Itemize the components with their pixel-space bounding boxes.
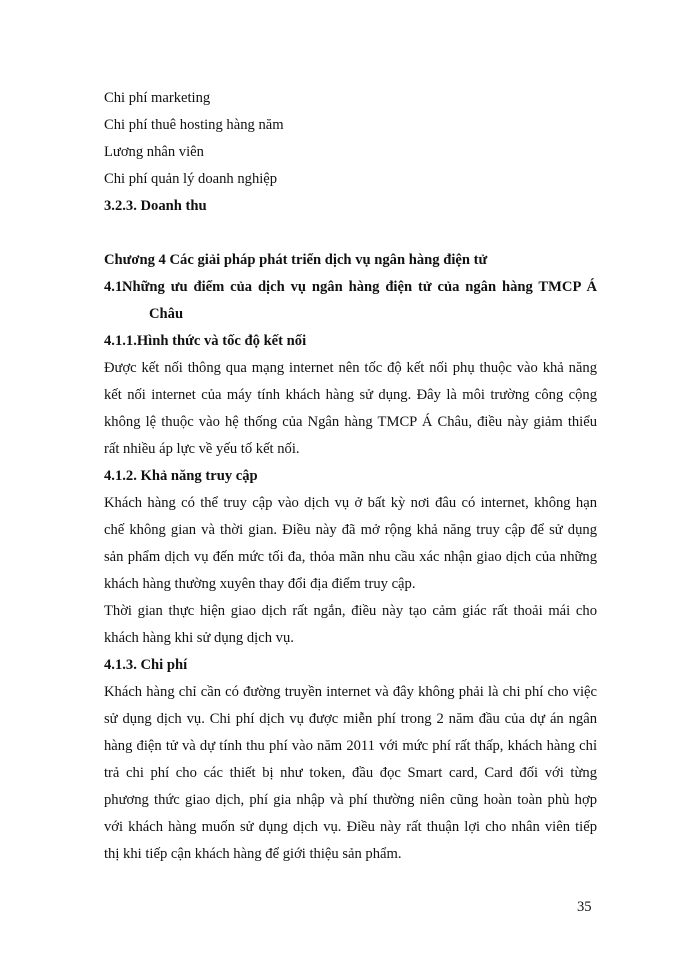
section-heading-4-1-3: 4.1.3. Chi phí [104,657,188,673]
cost-item-salary: Lương nhân viên [104,144,204,160]
section-heading-4-1-2: 4.1.2. Khả năng truy cập [104,468,258,484]
chapter-heading: Chương 4 Các giải pháp phát triển dịch vụ ngân hàng điện tử [104,252,488,268]
paragraph-line: không lệ thuộc vào hệ thống của Ngân hàng TMCP Á Châu, điều này giảm thiểu [104,414,597,430]
section-heading-4-1-1: 4.1.1.Hình thức và tốc độ kết nối [104,333,307,349]
paragraph-line: khách hàng khi sử dụng dịch vụ. [104,630,294,646]
paragraph-line: hàng điện tử và dự tính thu phí vào năm 2011 với mức phí rất thấp, khách hàng chỉ [104,738,597,754]
section-heading-4-1-line2: Châu [149,306,184,322]
paragraph-line: Khách hàng có thể truy cập vào dịch vụ ở bất kỳ nơi đâu có internet, không hạn [104,495,597,511]
paragraph-line: Được kết nối thông qua mạng internet nên tốc độ kết nối phụ thuộc vào khả năng [104,360,597,376]
paragraph-line: Khách hàng chỉ cần có đường truyền internet và đây không phải là chi phí cho việc [104,684,597,700]
section-heading-3-2-3: 3.2.3. Doanh thu [104,198,207,214]
paragraph-line: sản phẩm dịch vụ đến mức tối đa, thỏa mãn nhu cầu xác nhận giao dịch của những [104,549,597,565]
paragraph-line: với khách hàng muốn sử dụng dịch vụ. Điều này rất thuận lợi cho nhân viên tiếp [104,819,597,835]
section-number-4-1: 4.1. [104,279,126,295]
section-heading-4-1-line1: Những ưu điểm của dịch vụ ngân hàng điện tử của ngân hàng TMCP Á [122,279,597,295]
paragraph-line: rất nhiều áp lực về yếu tố kết nối. [104,441,300,457]
page-number: 35 [577,899,592,915]
paragraph-line: sử dụng dịch vụ. Chi phí dịch vụ được miễn phí trong 2 năm đầu của dự án ngân [104,711,597,727]
paragraph-line: Thời gian thực hiện giao dịch rất ngắn, điều này tạo cảm giác rất thoải mái cho [104,603,597,619]
paragraph-line: thị khi tiếp cận khách hàng để giới thiệu sản phẩm. [104,846,402,862]
cost-item-hosting: Chi phí thuê hosting hàng năm [104,117,284,133]
cost-item-marketing: Chi phí marketing [104,90,211,106]
paragraph-line: trả chi phí cho các thiết bị như token, đầu đọc Smart card, Card đối với từng [104,765,597,781]
paragraph-line: phương thức giao dịch, phí gia nhập và phí thường niên cũng hoàn toàn phù hợp [104,792,597,808]
cost-item-management: Chi phí quản lý doanh nghiệp [104,171,278,187]
paragraph-line: kết nối internet của máy tính khách hàng sử dụng. Đây là môi trường công cộng [104,387,597,403]
paragraph-line: chế không gian và thời gian. Điều này đã mở rộng khả năng truy cập để sử dụng [104,522,597,538]
paragraph-line: khách hàng thường xuyên thay đổi địa điểm truy cập. [104,576,416,592]
